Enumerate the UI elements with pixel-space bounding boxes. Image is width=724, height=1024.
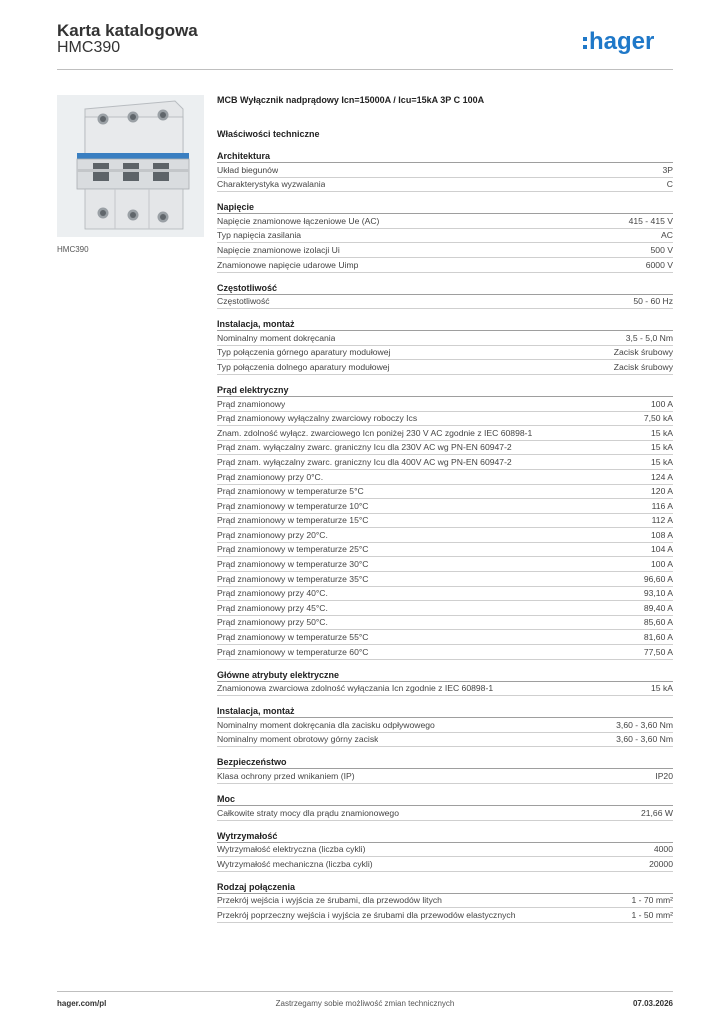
spec-label: Prąd znamionowy wyłączalny zwarciowy roboczy Ics	[217, 413, 418, 424]
spec-section	[217, 669, 673, 697]
spec-label: Nominalny moment dokręcania dla zacisku odpływowego	[217, 719, 435, 730]
spec-label: Napięcie znamionowe łączeniowe Ue (AC)	[217, 215, 380, 226]
spec-row	[217, 528, 673, 543]
spec-row	[217, 514, 673, 529]
technical-properties-heading: Właściwości techniczne	[217, 129, 320, 139]
spec-row	[217, 894, 673, 909]
spec-row	[217, 214, 673, 229]
spec-label: Prąd znamionowy	[217, 398, 286, 409]
spec-row	[217, 908, 673, 923]
spec-value: 21,66 W	[640, 807, 673, 818]
spec-label: Prąd znamionowy w temperaturze 55°C	[217, 632, 369, 643]
spec-label: Prąd znamionowy przy 45°C.	[217, 602, 328, 613]
spec-value: 20000	[649, 858, 673, 869]
page-header	[57, 18, 673, 70]
spec-value: 116 A	[651, 500, 673, 511]
page-footer	[57, 991, 673, 1013]
spec-value: 15 kA	[651, 442, 673, 453]
spec-row	[217, 346, 673, 361]
spec-row	[217, 769, 673, 784]
product-image	[57, 95, 204, 237]
spec-label: Przekrój poprzeczny wejścia i wyjścia ze śrubami dla przewodów elastycznych	[217, 909, 516, 920]
spec-value: C	[666, 179, 673, 190]
footer-date: 07.03.2026	[632, 999, 673, 1008]
spec-value: 77,50 A	[643, 646, 673, 657]
spec-row	[217, 485, 673, 500]
spec-row	[217, 572, 673, 587]
spec-section	[217, 756, 673, 784]
spec-value: 100 A	[651, 559, 673, 570]
svg-text:hager: hager	[589, 28, 655, 55]
spec-value: IP20	[655, 771, 673, 781]
spec-label: Prąd znamionowy przy 0°C.	[217, 471, 324, 482]
spec-row	[217, 360, 673, 375]
spec-value: 1 - 50 mm²	[631, 909, 673, 920]
spec-value: 3P	[662, 164, 673, 175]
spec-label: Częstotliwość	[217, 296, 270, 307]
spec-label: Prąd znam. wyłączalny zwarc. graniczny Icu dla 400V AC wg PN-EN 60947-2	[217, 456, 512, 467]
spec-label: Znam. zdolność wyłącz. zwarciowego Icn poniżej 230 V AC zgodnie z IEC 60898-1	[217, 427, 533, 438]
spec-row	[217, 178, 673, 193]
spec-value: 108 A	[651, 529, 673, 540]
spec-value: 93,10 A	[643, 588, 673, 599]
spec-value: 85,60 A	[643, 617, 673, 628]
spec-label: Wytrzymałość mechaniczna (liczba cykli)	[217, 858, 373, 869]
spec-value: 112 A	[651, 515, 673, 526]
spec-section	[217, 384, 673, 660]
spec-value: 7,50 kA	[643, 413, 673, 424]
spec-section	[217, 881, 673, 923]
section-title: Bezpieczeństwo	[217, 756, 673, 769]
spec-value: 81,60 A	[643, 632, 673, 643]
spec-row	[217, 843, 673, 858]
spec-row	[217, 229, 673, 244]
spec-row	[217, 587, 673, 602]
spec-value: 4000	[653, 844, 673, 855]
spec-row	[217, 601, 673, 616]
spec-label: Prąd znamionowy przy 50°C.	[217, 617, 328, 628]
spec-label: Wytrzymałość elektryczna (liczba cykli)	[217, 844, 366, 855]
spec-row	[217, 806, 673, 821]
spec-section	[217, 318, 673, 375]
spec-value: Zacisk śrubowy	[613, 361, 673, 372]
spec-row	[217, 412, 673, 427]
spec-value: 100 A	[651, 398, 673, 409]
spec-section	[217, 201, 673, 272]
spec-label: Nominalny moment obrotowy górny zacisk	[217, 734, 379, 745]
spec-sections	[217, 150, 673, 923]
spec-section	[217, 150, 673, 192]
spec-label: Znamionowe napięcie udarowe Uimp	[217, 259, 359, 270]
spec-label: Prąd znamionowy w temperaturze 60°C	[217, 646, 369, 657]
image-caption: HMC390	[57, 245, 89, 254]
section-title: Architektura	[217, 150, 673, 163]
spec-row	[217, 397, 673, 412]
spec-label: Prąd znamionowy przy 20°C.	[217, 529, 328, 540]
spec-row	[217, 733, 673, 748]
spec-row	[217, 426, 673, 441]
section-title: Instalacja, montaż	[217, 705, 673, 718]
spec-row	[217, 243, 673, 258]
spec-value: 89,40 A	[643, 602, 673, 613]
spec-row	[217, 630, 673, 645]
product-heading: MCB Wyłącznik nadprądowy Icn=15000A / Icu=15kA 3P C 100A	[217, 95, 485, 105]
hager-logo[interactable]	[583, 26, 673, 58]
spec-label: Prąd znam. wyłączalny zwarc. graniczny Icu dla 230V AC wg PN-EN 60947-2	[217, 442, 512, 453]
spec-label: Układ biegunów	[217, 164, 279, 175]
spec-label: Nominalny moment dokręcania	[217, 332, 336, 343]
section-title: Rodzaj połączenia	[217, 881, 673, 894]
spec-row	[217, 857, 673, 872]
spec-row	[217, 331, 673, 346]
spec-label: Typ połączenia dolnego aparatury modułowej	[217, 361, 390, 372]
spec-row	[217, 557, 673, 572]
spec-label: Prąd znamionowy w temperaturze 5°C	[217, 486, 364, 497]
spec-label: Znamionowa zwarciowa zdolność wyłączania Icn zgodnie z IEC 60898-1	[217, 683, 494, 694]
spec-section	[217, 793, 673, 821]
spec-row	[217, 543, 673, 558]
spec-value: 415 - 415 V	[628, 215, 673, 226]
footer-website-link[interactable]: hager.com/pl	[57, 999, 107, 1008]
spec-row	[217, 645, 673, 660]
spec-value: AC	[661, 230, 673, 241]
spec-label: Prąd znamionowy przy 40°C.	[217, 588, 328, 599]
spec-value: 15 kA	[651, 456, 673, 467]
spec-value: 500 V	[650, 244, 673, 255]
section-title: Częstotliwość	[217, 282, 673, 295]
section-title: Prąd elektryczny	[217, 384, 673, 397]
spec-value: 1 - 70 mm²	[631, 895, 673, 906]
spec-row	[217, 616, 673, 631]
section-title: Moc	[217, 793, 673, 806]
spec-value: 15 kA	[651, 683, 673, 694]
spec-row	[217, 499, 673, 514]
spec-content	[217, 93, 673, 923]
spec-row	[217, 258, 673, 273]
spec-label: Klasa ochrony przed wnikaniem (IP)	[217, 771, 355, 781]
spec-value: 15 kA	[651, 427, 673, 438]
spec-section	[217, 282, 673, 310]
page-title: Karta katalogowa	[57, 21, 198, 40]
spec-row	[217, 163, 673, 178]
spec-label: Typ napięcia zasilania	[217, 230, 302, 241]
spec-value: 96,60 A	[643, 573, 673, 584]
spec-row	[217, 718, 673, 733]
spec-label: Prąd znamionowy w temperaturze 30°C	[217, 559, 369, 570]
footer-disclaimer: Zastrzegamy sobie możliwość zmian technicznych	[275, 999, 455, 1008]
spec-label: Typ połączenia górnego aparatury modułowej	[217, 347, 391, 358]
spec-row	[217, 441, 673, 456]
spec-row	[217, 682, 673, 697]
spec-label: Prąd znamionowy w temperaturze 10°C	[217, 500, 369, 511]
spec-label: Napięcie znamionowe izolacji Ui	[217, 244, 340, 255]
spec-section	[217, 705, 673, 747]
spec-value: 3,60 - 3,60 Nm	[616, 734, 673, 745]
spec-value: 3,5 - 5,0 Nm	[625, 332, 673, 343]
spec-value: 3,60 - 3,60 Nm	[616, 719, 673, 730]
spec-value: 120 A	[651, 486, 673, 497]
section-title: Instalacja, montaż	[217, 318, 673, 331]
spec-label: Przekrój wejścia i wyjścia ze śrubami, dla przewodów litych	[217, 895, 442, 906]
spec-row	[217, 470, 673, 485]
spec-value: 104 A	[651, 544, 673, 555]
section-title: Napięcie	[217, 201, 673, 214]
spec-value: 50 - 60 Hz	[633, 296, 673, 307]
spec-value: Zacisk śrubowy	[613, 347, 673, 358]
spec-value: 124 A	[651, 471, 673, 482]
spec-label: Całkowite straty mocy dla prądu znamionowego	[217, 807, 399, 818]
spec-value: 6000 V	[645, 259, 673, 270]
spec-label: Prąd znamionowy w temperaturze 15°C	[217, 515, 369, 526]
spec-row	[217, 295, 673, 310]
product-code: HMC390	[57, 39, 121, 56]
section-title: Główne atrybuty elektryczne	[217, 669, 673, 682]
spec-label: Prąd znamionowy w temperaturze 35°C	[217, 573, 369, 584]
spec-label: Prąd znamionowy w temperaturze 25°C	[217, 544, 369, 555]
spec-row	[217, 455, 673, 470]
section-title: Wytrzymałość	[217, 830, 673, 843]
spec-label: Charakterystyka wyzwalania	[217, 179, 326, 190]
spec-section	[217, 830, 673, 872]
